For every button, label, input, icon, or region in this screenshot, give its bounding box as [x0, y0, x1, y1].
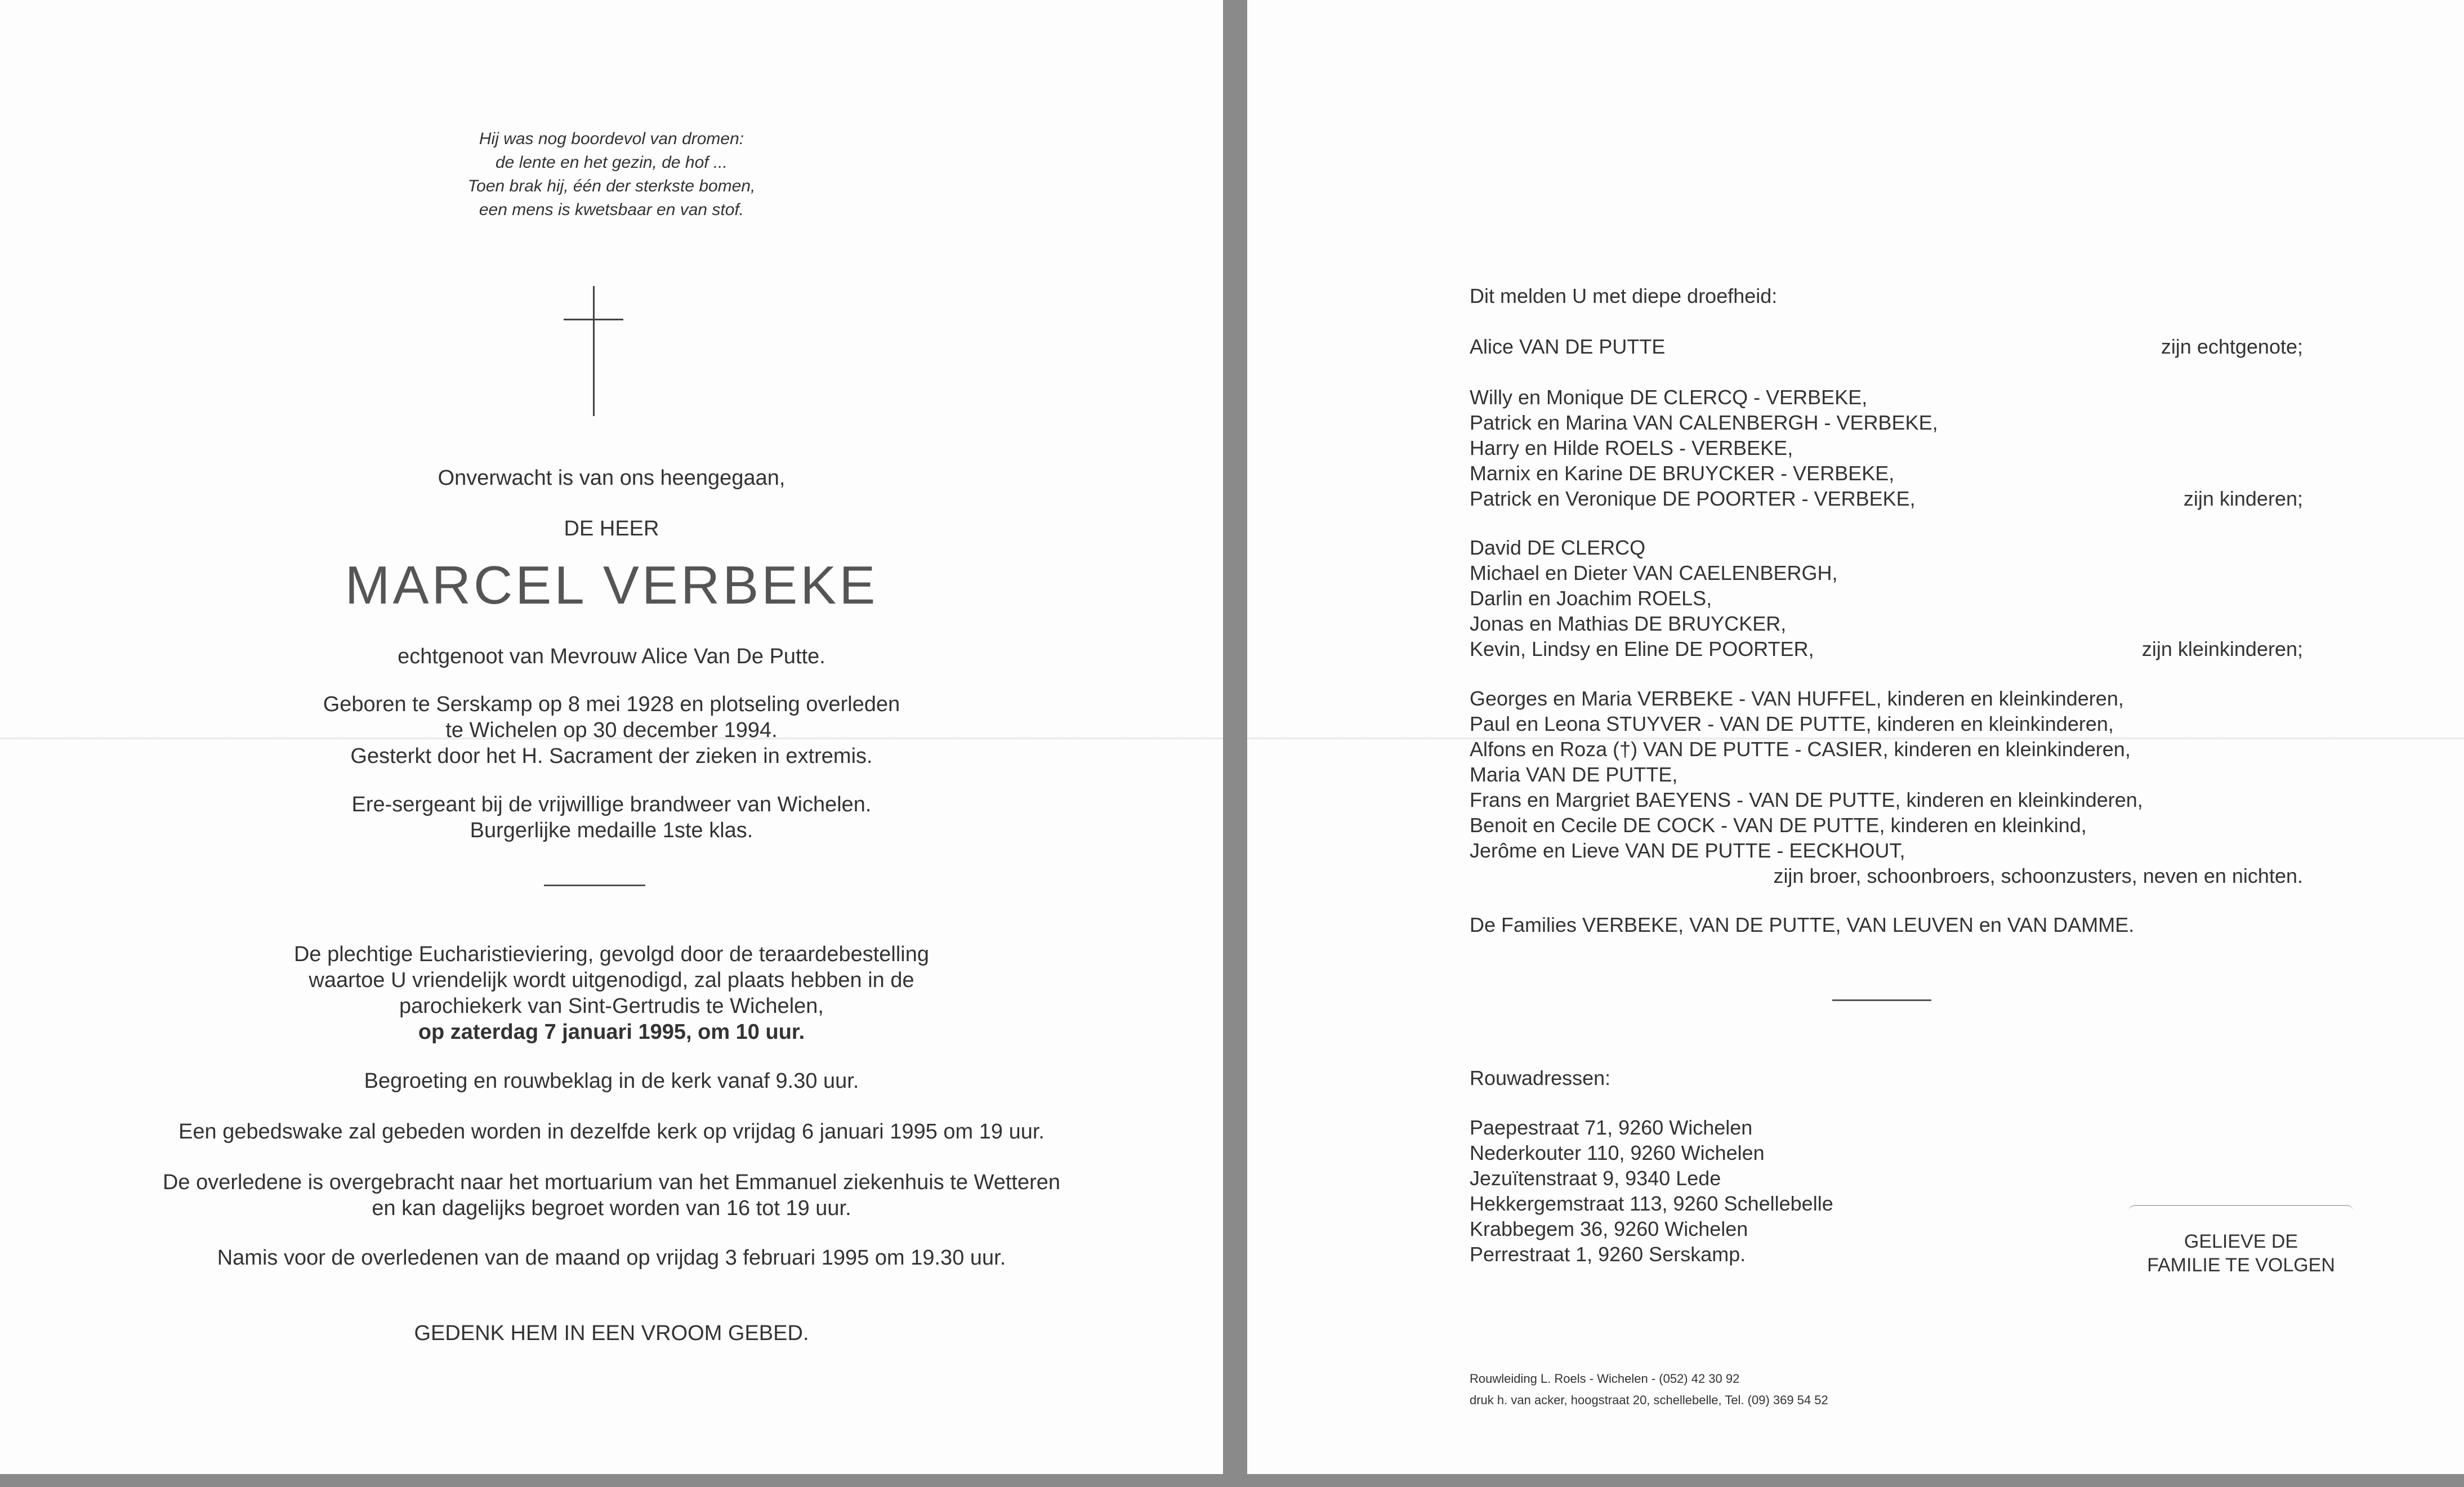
families-line: De Families VERBEKE, VAN DE PUTTE, VAN LEUVEN en VAN DAMME. — [1470, 913, 2135, 936]
poem-line: Toen brak hij, één der sterkste bomen, — [467, 177, 756, 195]
addresses-label: Rouwadressen: — [1470, 1066, 1611, 1089]
list-item: Frans en Margriet BAEYENS - VAN DE PUTTE, kinderen en kleinkinderen, — [1470, 788, 2143, 811]
spouse-name: Alice VAN DE PUTTE — [1470, 335, 1666, 358]
address-item: Hekkergemstraat 113, 9260 Schellebelle — [1470, 1192, 1833, 1215]
greeting-line: Begroeting en rouwbeklag in de kerk vanaf 9.30 uur. — [364, 1069, 859, 1093]
service-date: op zaterdag 7 januari 1995, om 10 uur. — [418, 1020, 805, 1044]
spouse-row — [1470, 334, 2303, 359]
address-item: Krabbegem 36, 9260 Wichelen — [1470, 1217, 1748, 1240]
list-item: Alfons en Roza (†) VAN DE PUTTE - CASIER, kinderen en kleinkinderen, — [1470, 738, 2131, 761]
address-item: Paepestraat 71, 9260 Wichelen — [1470, 1116, 1753, 1139]
list-item: Patrick en Veronique DE POORTER - VERBEKE, — [1470, 487, 1916, 510]
list-item: Georges en Maria VERBEKE - VAN HUFFEL, kinderen en kleinkinderen, — [1470, 687, 2124, 710]
honors-block — [0, 792, 1223, 843]
relation-label: zijn kinderen; — [2183, 487, 2303, 510]
siblings-list — [1470, 686, 2303, 888]
children-list — [1470, 385, 2303, 511]
list-item: Paul en Leona STUYVER - VAN DE PUTTE, kinderen en kleinkinderen, — [1470, 712, 2114, 735]
mortuary-line: De overledene is overgebracht naar het mortuarium van het Emmanuel ziekenhuis te Wetteren — [162, 1171, 1061, 1194]
poem-line: Hij was nog boordevol van dromen: — [479, 130, 744, 148]
credits — [1470, 1368, 1828, 1411]
service-line: De plechtige Eucharistieviering, gevolgd door de teraardebestelling — [293, 943, 930, 966]
relation-label: zijn broer, schoonbroers, schoonzusters, neven en nichten. — [1773, 864, 2303, 887]
honors-line: Ere-sergeant bij de vrijwillige brandweer van Wichelen. — [351, 793, 872, 816]
birth-line: te Wichelen op 30 december 1994. — [445, 718, 778, 742]
mortuary-line: en kan dagelijks begroet worden van 16 tot 19 uur. — [372, 1196, 851, 1220]
closing-line: GEDENK HEM IN EEN VROOM GEBED. — [414, 1321, 809, 1345]
intro-text: Onverwacht is van ons heengegaan, — [438, 466, 785, 490]
left-page — [0, 0, 1223, 1474]
service-line: parochiekerk van Sint-Gertrudis te Wichelen, — [399, 994, 824, 1018]
deceased-name: MARCEL VERBEKE — [345, 555, 878, 615]
list-item: Maria VAN DE PUTTE, — [1470, 763, 1678, 786]
honorific: DE HEER — [564, 517, 659, 541]
list-item: Benoit en Cecile DE COCK - VAN DE PUTTE, kinderen en kleinkind, — [1470, 814, 2087, 837]
relation-label: zijn echtgenote; — [2161, 335, 2303, 358]
mortuary-block — [0, 1169, 1223, 1221]
list-item: Patrick en Marina VAN CALENBERGH - VERBEKE, — [1470, 411, 1938, 434]
list-item: Willy en Monique DE CLERCQ - VERBEKE, — [1470, 386, 1868, 409]
honors-line: Burgerlijke medaille 1ste klas. — [470, 819, 753, 842]
address-item: Nederkouter 110, 9260 Wichelen — [1470, 1141, 1765, 1164]
mass-line: Namis voor de overledenen van de maand op vrijdag 3 februari 1995 om 19.30 uur. — [217, 1246, 1006, 1270]
divider — [544, 885, 645, 886]
spouse-line: echtgenoot van Mevrouw Alice Van De Putte. — [398, 645, 825, 668]
birth-line: Gesterkt door het H. Sacrament der zieken in extremis. — [350, 744, 873, 768]
list-item: Michael en Dieter VAN CAELENBERGH, — [1470, 561, 1838, 584]
cross-icon-bar — [564, 319, 623, 320]
relation-label: zijn kleinkinderen; — [2141, 637, 2303, 660]
wake-line: Een gebedswake zal gebeden worden in dezelfde kerk op vrijdag 6 januari 1995 om 19 uur. — [178, 1120, 1044, 1144]
list-item: David DE CLERCQ — [1470, 536, 1646, 559]
birth-block — [0, 691, 1223, 769]
divider — [1832, 999, 1931, 1001]
cross-icon — [593, 286, 595, 416]
birth-line: Geboren te Serskamp op 8 mei 1928 en plotseling overleden — [323, 693, 900, 716]
poem-line: de lente en het gezin, de hof ... — [496, 153, 727, 172]
service-line: waartoe U vriendelijk wordt uitgenodigd, zal plaats hebben in de — [309, 968, 914, 992]
announcement-intro: Dit melden U met diepe droefheid: — [1470, 284, 1778, 307]
list-item: Darlin en Joachim ROELS, — [1470, 587, 1712, 610]
service-block — [0, 941, 1223, 1045]
poem — [0, 127, 1223, 222]
credit-line: druk h. van acker, hoogstraat 20, schellebelle, Tel. (09) 369 54 52 — [1470, 1393, 1828, 1407]
poem-line: een mens is kwetsbaar en van stof. — [479, 200, 744, 219]
list-item: Jonas en Mathias DE BRUYCKER, — [1470, 612, 1787, 635]
follow-family-sticker — [2128, 1205, 2354, 1290]
list-item: Kevin, Lindsy en Eline DE POORTER, — [1470, 637, 1814, 660]
grandchildren-list — [1470, 535, 2303, 662]
address-item: Perrestraat 1, 9260 Serskamp. — [1470, 1243, 1746, 1266]
addresses-list — [1470, 1115, 1833, 1267]
sticker-line: GELIEVE DE — [2184, 1231, 2298, 1252]
address-item: Jezuïtenstraat 9, 9340 Lede — [1470, 1167, 1721, 1190]
list-item: Harry en Hilde ROELS - VERBEKE, — [1470, 436, 1793, 459]
sticker-line: FAMILIE TE VOLGEN — [2147, 1254, 2335, 1276]
list-item: Jerôme en Lieve VAN DE PUTTE - EECKHOUT, — [1470, 839, 1905, 862]
list-item: Marnix en Karine DE BRUYCKER - VERBEKE, — [1470, 462, 1895, 485]
credit-line: Rouwleiding L. Roels - Wichelen - (052) 42 30 92 — [1470, 1372, 1740, 1386]
